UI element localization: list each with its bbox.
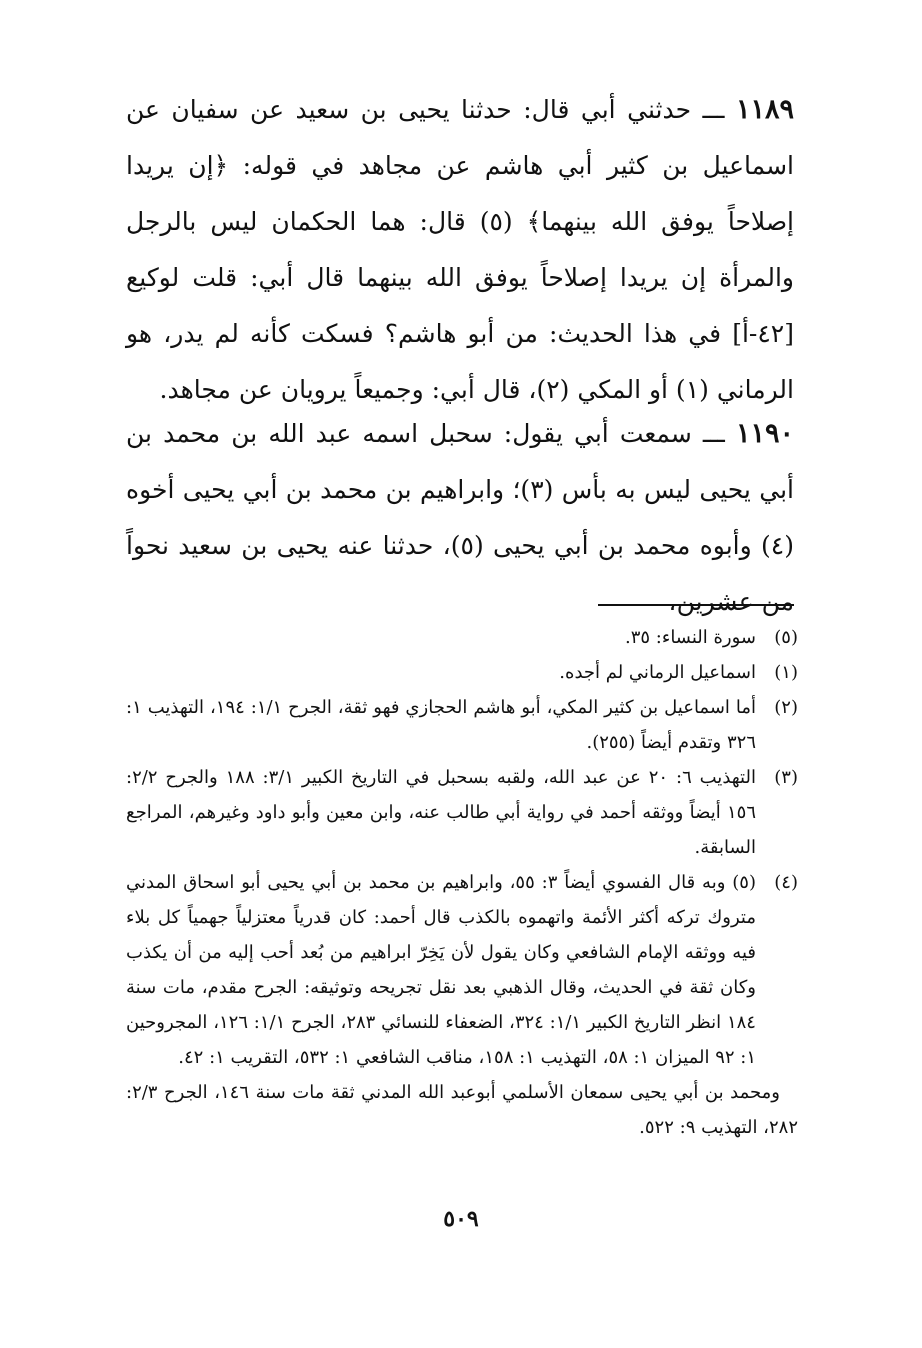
footnote-1 [126,655,798,690]
footnote-text: سورة النساء: ٣٥. [624,627,756,648]
hadith-number-1189: ١١٨٩ [735,94,794,125]
footnote-text: اسماعيل الرماني لم أجده. [559,662,756,683]
footnotes [126,620,798,1145]
hadith-dash-1190: ـــ [691,419,736,448]
footnote-text: أما اسماعيل بن كثير المكي، أبو هاشم الحجازي فهو ثقة، الجرح ١/١: ١٩٤، التهذيب ١: ٣٢٦ وتقدم أيضاً (٢٥٥). [126,697,756,753]
hadith-paragraph-1190 [126,406,794,630]
footnote-mark: (٤) [774,872,798,893]
footnote-3 [126,760,798,865]
footnote-continuation: ومحمد بن أبي يحيى سمعان الأسلمي أبوعبد الله المدني ثقة مات سنة ١٤٦، الجرح ٢/٣: ٢٨٢، التهذيب ٩: ٥٢٢. [126,1082,798,1138]
footnote-mark: (١) [774,662,798,683]
footnote-text: (٥) وبه قال الفسوي أيضاً ٣: ٥٥، وابراهيم بن محمد بن أبي يحيى أبو اسحاق المدني متروك تركه أكثر الأئمة واتهموه بالكذب قال أحمد: كان قدرياً معتزلياً جهمياً كل بلاء فيه ووثقه الإمام الشافعي وكان يقول لأن يَخِرّ ابراهيم من بُعد أحب إليه من أن يكذب وكان ثقة في الحديث، وقال الذهبي بعد نقل تجريحه وتوثيقه: الجرح مقدم، مات سنة ١٨٤ انظر التاريخ الكبير ١/١: ٣٢٤، الضعفاء للنسائي ٢٨٣، الجرح ١/١: ١٢٦، المجروحين ١: ٩٢ الميزان ١: ٥٨، التهذيب ١: ١٥٨، مناقب الشافعي ١: ٥٣٢، التقريب ١: ٤٢. [126,872,756,1068]
hadith-paragraph-1189 [126,82,794,418]
footnote-mark: (٢) [774,697,798,718]
hadith-dash-1189: ـــ [691,95,736,124]
footnote-2 [126,690,798,760]
footnote-mark: (٥) [774,627,798,648]
footnote-mark: (٣) [774,767,798,788]
page-number: ٥٠٩ [443,1206,479,1232]
hadith-text-1190: سمعت أبي يقول: سحبل اسمه عبد الله بن محمد بن أبي يحيى ليس به بأس (٣)؛ وابراهيم بن محمد بن أبي يحيى أخوه (٤) وأبوه محمد بن أبي يحيى (٥)، حدثنا عنه يحيى بن سعيد نحواً من عشرين، [126,419,794,616]
footnote-text: التهذيب ٦: ٢٠ عن عبد الله، ولقبه بسحبل في التاريخ الكبير ٣/١: ١٨٨ والجرح ٢/٢: ١٥٦ أيضاً ووثقه أحمد في رواية أبي طالب عنه، وابن معين وأبو داود وغيرهم، المراجع السابقة. [126,767,756,858]
footnote-separator [598,604,794,606]
footnote-5 [126,620,798,655]
hadith-text-1189: حدثني أبي قال: حدثنا يحيى بن سعيد عن سفيان عن اسماعيل بن كثير أبي هاشم عن مجاهد في قوله: ﴿إن يريدا إصلاحاً يوفق الله بينهما﴾ (٥) قال: هما الحكمان ليس بالرجل والمرأة إن يريدا إصلاحاً يوفق الله بينهما قال أبي: قلت لوكيع [٤٢-أ] في هذا الحديث: من أبو هاشم؟ فسكت كأنه لم يدر، هو الرماني (١) أو المكي (٢)، قال أبي: وجميعاً يرويان عن مجاهد. [126,95,794,404]
hadith-number-1190: ١١٩٠ [735,418,794,449]
footnote-4 [126,865,798,1075]
